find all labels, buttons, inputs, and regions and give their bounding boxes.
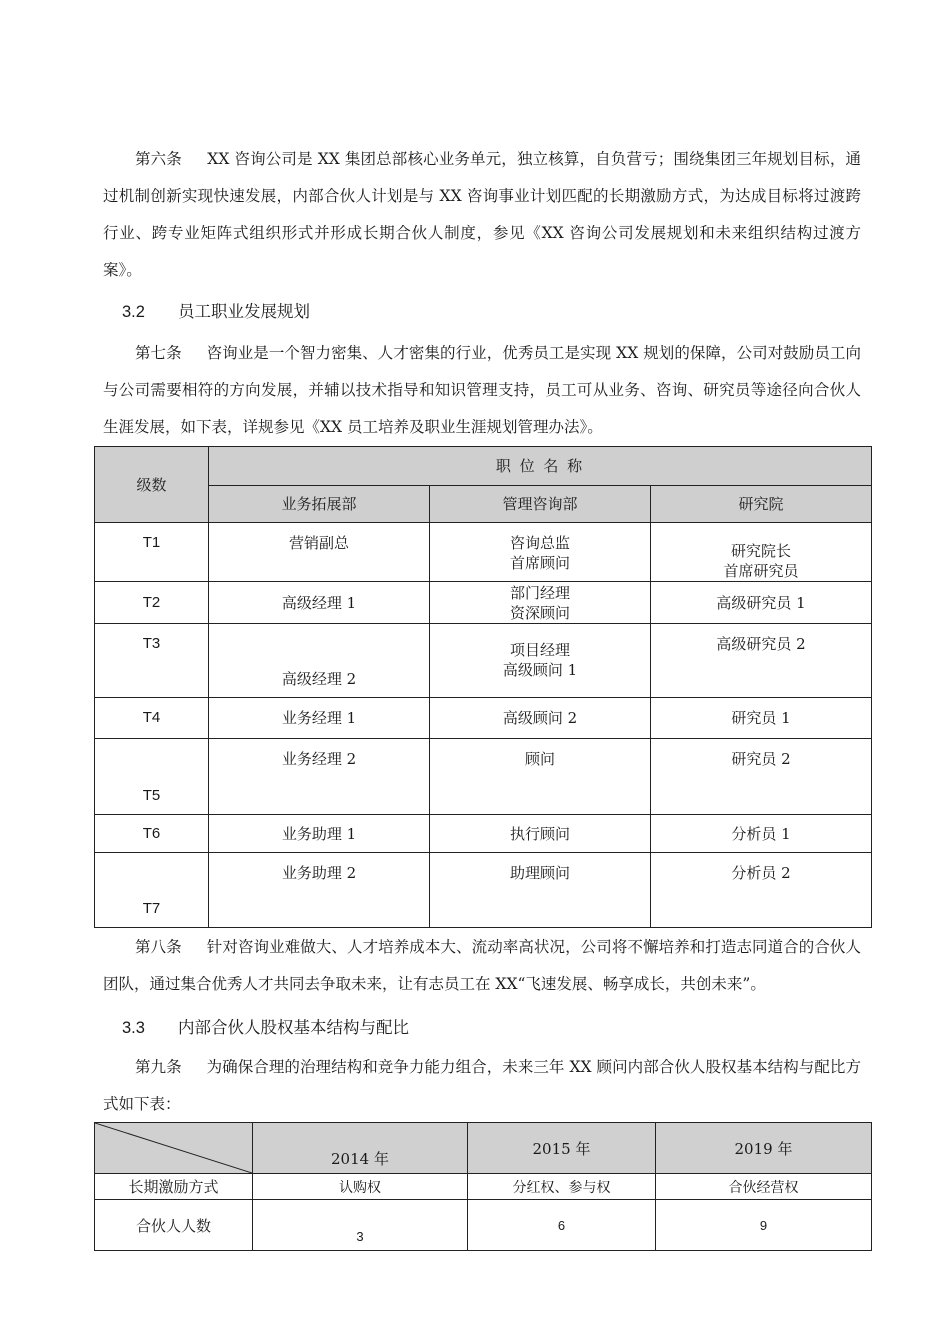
- biz-cell: 业务经理 2: [209, 739, 430, 815]
- mgmt-title: 资深顾问: [509, 603, 570, 622]
- article-9-label: 第九条: [135, 1058, 182, 1076]
- research-cell: 高级研究员 1: [651, 582, 872, 624]
- article-6-paragraph: [103, 141, 861, 289]
- equity-structure-table: [94, 1122, 872, 1251]
- table-row: [95, 739, 872, 815]
- row-label: 合伙人人数: [95, 1200, 253, 1251]
- level-cell: T3: [95, 624, 209, 698]
- section-3-2-title: 员工职业发展规划: [178, 302, 310, 321]
- table-row: [95, 523, 872, 582]
- diagonal-corner-cell: [95, 1123, 253, 1174]
- mgmt-cell: [430, 582, 651, 624]
- equity-header-row: [95, 1123, 872, 1174]
- equity-cell: 9: [656, 1200, 872, 1251]
- row-label: 长期激励方式: [95, 1174, 253, 1200]
- table-row: [95, 582, 872, 624]
- article-9-text: 为确保合理的治理结构和竞争力能力组合，未来三年 XX 顾问内部合伙人股权基本结构与配比方式如下表：: [103, 1058, 861, 1113]
- equity-row: [95, 1200, 872, 1251]
- level-cell: T2: [95, 582, 209, 624]
- level-header: 级数: [95, 447, 209, 523]
- article-6-text: XX 咨询公司是 XX 集团总部核心业务单元，独立核算，自负营亏；围绕集团三年规划目标，通过机制创新实现快速发展，内部合伙人计划是与 XX 咨询事业计划匹配的长期激励方式，为达成目标将过渡跨行业、跨专业矩阵式组织形式并形成长期合伙人制度，参见《XX 咨询公司发展规划和未来组织结构过渡方案》。: [103, 150, 861, 279]
- level-cell: T1: [95, 523, 209, 582]
- article-7-text: 咨询业是一个智力密集、人才密集的行业，优秀员工是实现 XX 规划的保障，公司对鼓励员工向与公司需要相符的方向发展，并辅以技术指导和知识管理支持，员工可从业务、咨询、研究员等途径向合伙人生涯发展，如下表，详规参见《XX 员工培养及职业生涯规划管理办法》。: [103, 344, 861, 436]
- section-3-2-number: 3.2: [122, 303, 145, 321]
- mgmt-cell: 顾问: [430, 739, 651, 815]
- level-cell: T4: [95, 698, 209, 739]
- level-cell: T6: [95, 815, 209, 853]
- equity-cell: 6: [468, 1200, 656, 1251]
- career-path-table: [94, 446, 872, 928]
- level-cell: T5: [95, 739, 209, 815]
- year-header: 2014 年: [253, 1123, 468, 1174]
- research-cell: [651, 523, 872, 582]
- equity-cell: 分红权、参与权: [468, 1174, 656, 1200]
- article-8-label: 第八条: [135, 938, 182, 956]
- position-header: 职 位 名 称: [209, 447, 872, 486]
- table-row: [95, 624, 872, 698]
- level-cell: T7: [95, 853, 209, 928]
- section-3-3-number: 3.3: [122, 1019, 145, 1037]
- mgmt-cell: 执行顾问: [430, 815, 651, 853]
- biz-cell: 高级经理 1: [209, 582, 430, 624]
- research-cell: 高级研究员 2: [651, 624, 872, 698]
- mgmt-cell: [430, 523, 651, 582]
- table-row: [95, 815, 872, 853]
- column-header-mgmt: 管理咨询部: [430, 486, 651, 523]
- research-cell: 分析员 1: [651, 815, 872, 853]
- mgmt-title: 咨询总监: [509, 534, 570, 552]
- year-header: 2015 年: [468, 1123, 656, 1174]
- article-7-paragraph: [103, 335, 861, 446]
- equity-cell: 认购权: [253, 1174, 468, 1200]
- mgmt-title: 首席顾问: [509, 554, 570, 572]
- research-cell: 分析员 2: [651, 853, 872, 928]
- table-subheader-row: [95, 486, 872, 523]
- mgmt-title: 部门经理: [509, 583, 570, 602]
- column-header-biz: 业务拓展部: [209, 486, 430, 523]
- research-title: 首席研究员: [723, 562, 799, 580]
- biz-cell: 高级经理 2: [209, 624, 430, 698]
- article-8-paragraph: [103, 929, 861, 1003]
- equity-cell: 合伙经营权: [656, 1174, 872, 1200]
- mgmt-title: 项目经理: [509, 641, 570, 659]
- biz-cell: 业务助理 2: [209, 853, 430, 928]
- section-3-3-title: 内部合伙人股权基本结构与配比: [178, 1018, 409, 1037]
- section-3-3-heading: [122, 1014, 409, 1038]
- mgmt-cell: [430, 624, 651, 698]
- mgmt-title: 高级顾问 1: [502, 661, 578, 679]
- biz-cell: 业务经理 1: [209, 698, 430, 739]
- diagonal-line: [95, 1123, 252, 1173]
- article-9-paragraph: [103, 1049, 861, 1123]
- article-6-label: 第六条: [135, 150, 182, 168]
- table-header-row: [95, 447, 872, 486]
- mgmt-cell: 助理顾问: [430, 853, 651, 928]
- biz-cell: 业务助理 1: [209, 815, 430, 853]
- column-header-research: 研究院: [651, 486, 872, 523]
- section-3-2-heading: [122, 298, 310, 322]
- table-row: [95, 698, 872, 739]
- year-header: 2019 年: [656, 1123, 872, 1174]
- biz-cell: 营销副总: [209, 523, 430, 582]
- research-cell: 研究员 2: [651, 739, 872, 815]
- research-title: 研究院长: [731, 542, 792, 560]
- table-row: [95, 853, 872, 928]
- equity-cell: 3: [253, 1200, 468, 1251]
- equity-row: [95, 1174, 872, 1200]
- mgmt-cell: 高级顾问 2: [430, 698, 651, 739]
- article-8-text: 针对咨询业难做大、人才培养成本大、流动率高状况，公司将不懈培养和打造志同道合的合伙人团队，通过集合优秀人才共同去争取未来，让有志员工在 XX“飞速发展、畅享成长，共创未来”。: [103, 938, 861, 993]
- article-7-label: 第七条: [135, 344, 182, 362]
- research-cell: 研究员 1: [651, 698, 872, 739]
